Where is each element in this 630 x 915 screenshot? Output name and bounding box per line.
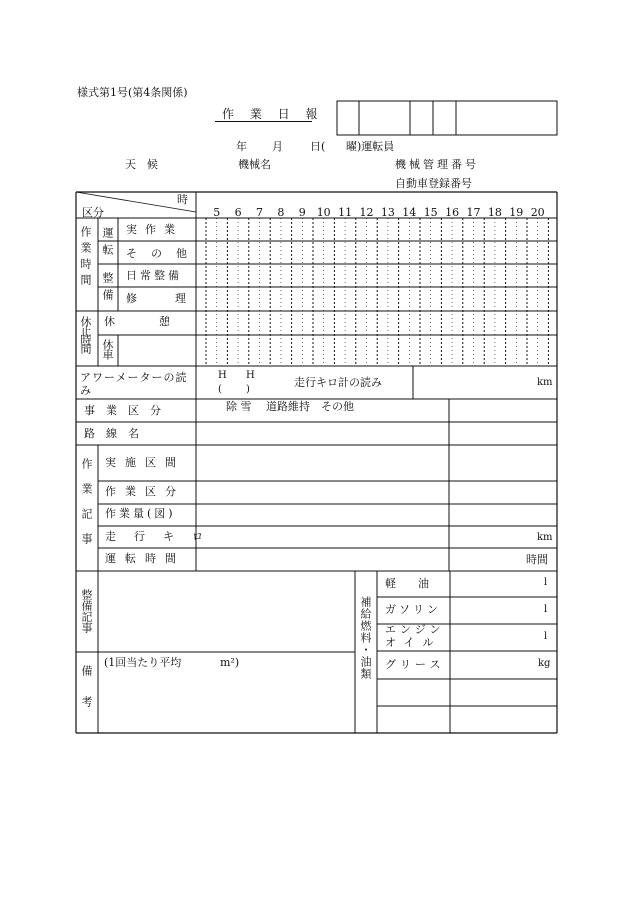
vehicle-reg-no-label: 自動車登録番号 bbox=[395, 177, 472, 190]
remarks-sqm-unit: m²) bbox=[220, 656, 240, 669]
remarks-label: 備考 bbox=[80, 665, 93, 727]
weather-label: 天 候 bbox=[125, 158, 158, 171]
hour-meter-paren-close: ) bbox=[246, 384, 250, 395]
odometer-label: 走行キロ計の読み bbox=[294, 376, 382, 389]
date-year-label: 年 bbox=[236, 140, 247, 153]
form-title: 作 業 日 報 bbox=[222, 107, 324, 121]
hour-header-18: 18 bbox=[487, 206, 502, 219]
hour-meter-paren-open: ( bbox=[218, 384, 222, 395]
time-label: 時 bbox=[177, 193, 188, 206]
other-label: その他 bbox=[126, 247, 201, 260]
hour-header-12: 12 bbox=[359, 206, 374, 219]
hour-header-11: 11 bbox=[338, 206, 353, 219]
fuel-unit-engine-oil: l bbox=[544, 631, 548, 642]
maintenance-record-label: 整備記事 bbox=[80, 589, 93, 633]
hour-header-9: 9 bbox=[298, 206, 306, 219]
machine-mgmt-no-label: 機械管理番号 bbox=[395, 158, 479, 171]
odometer-km-unit: km bbox=[537, 377, 553, 388]
repair-label: 修理 bbox=[126, 292, 224, 305]
hour-header-8: 8 bbox=[277, 206, 285, 219]
hour-header-13: 13 bbox=[380, 206, 395, 219]
operation-label: 運転 bbox=[101, 227, 114, 261]
work-record-label: 作業記事 bbox=[80, 458, 93, 558]
fuel-unit-grease: kg bbox=[538, 658, 551, 669]
date-day-label: 日( bbox=[310, 140, 326, 153]
hour-header-20: 20 bbox=[530, 206, 545, 219]
rest-label: 休 憩 bbox=[104, 315, 170, 328]
hour-header-5: 5 bbox=[213, 206, 221, 219]
title-underline bbox=[215, 121, 312, 122]
hour-header-14: 14 bbox=[402, 206, 417, 219]
business-category-label: 事 業 区 分 bbox=[84, 404, 161, 417]
hour-header-19: 19 bbox=[509, 206, 524, 219]
hour-header-7: 7 bbox=[256, 206, 263, 219]
remarks-average-label: (1回当たり平均 bbox=[104, 656, 182, 669]
work-record-item-4: 走行キロ bbox=[105, 530, 221, 543]
hour-header-6: 6 bbox=[234, 206, 242, 219]
weekday-operator-label: 曜)運転員 bbox=[346, 140, 395, 153]
work-record-item-3: 作業量(図) bbox=[105, 507, 176, 520]
hour-meter-label: アワーメーターの読み bbox=[80, 371, 188, 397]
fuel-unit-diesel: l bbox=[544, 577, 548, 588]
form-number: 様式第1号(第4条関係) bbox=[77, 86, 188, 99]
route-name-label: 路 線 名 bbox=[84, 427, 139, 440]
travel-km-unit: km bbox=[537, 532, 553, 543]
vehicle-rest-label: 休車 bbox=[101, 339, 114, 359]
work-record-item-2: 作業区分 bbox=[105, 485, 185, 498]
fuel-item-diesel: 軽 油 bbox=[385, 577, 429, 590]
approval-stamp-boxes[interactable] bbox=[337, 101, 557, 135]
fuel-item-engine-oil-2: オイル bbox=[385, 636, 442, 649]
hour-header-10: 10 bbox=[316, 206, 331, 219]
operation-hours-unit: 時間 bbox=[526, 553, 548, 566]
fuel-unit-gasoline: l bbox=[544, 604, 548, 615]
actual-work-label: 実作業 bbox=[126, 223, 183, 236]
fuel-item-gasoline: ガソリン bbox=[385, 603, 441, 616]
hour-header-17: 17 bbox=[466, 206, 481, 219]
business-options: 除 雪 道路維持 その他 bbox=[226, 400, 354, 413]
hour-header-16: 16 bbox=[445, 206, 460, 219]
machine-name-label: 機械名 bbox=[238, 158, 271, 171]
daily-maintenance-label: 日常整備 bbox=[126, 269, 182, 282]
date-month-label: 月 bbox=[272, 140, 283, 153]
work-record-item-5: 運転時間 bbox=[105, 552, 185, 565]
work-time-label: 作業時間 bbox=[79, 226, 92, 290]
category-label: 区分 bbox=[82, 206, 104, 219]
work-record-item-1: 実施区間 bbox=[105, 456, 185, 469]
rest-stop-time-label: 休止時間 bbox=[79, 316, 92, 352]
hour-meter-h2: H bbox=[246, 370, 255, 381]
maintenance-label: 整備 bbox=[101, 272, 114, 306]
hour-header-15: 15 bbox=[423, 206, 438, 219]
fuel-item-engine-oil-1: エンジン bbox=[385, 623, 445, 636]
fuel-item-grease: グリース bbox=[385, 658, 445, 671]
hour-meter-h1: H bbox=[218, 370, 227, 381]
fuel-label: 補給燃料・油類 bbox=[359, 596, 372, 680]
